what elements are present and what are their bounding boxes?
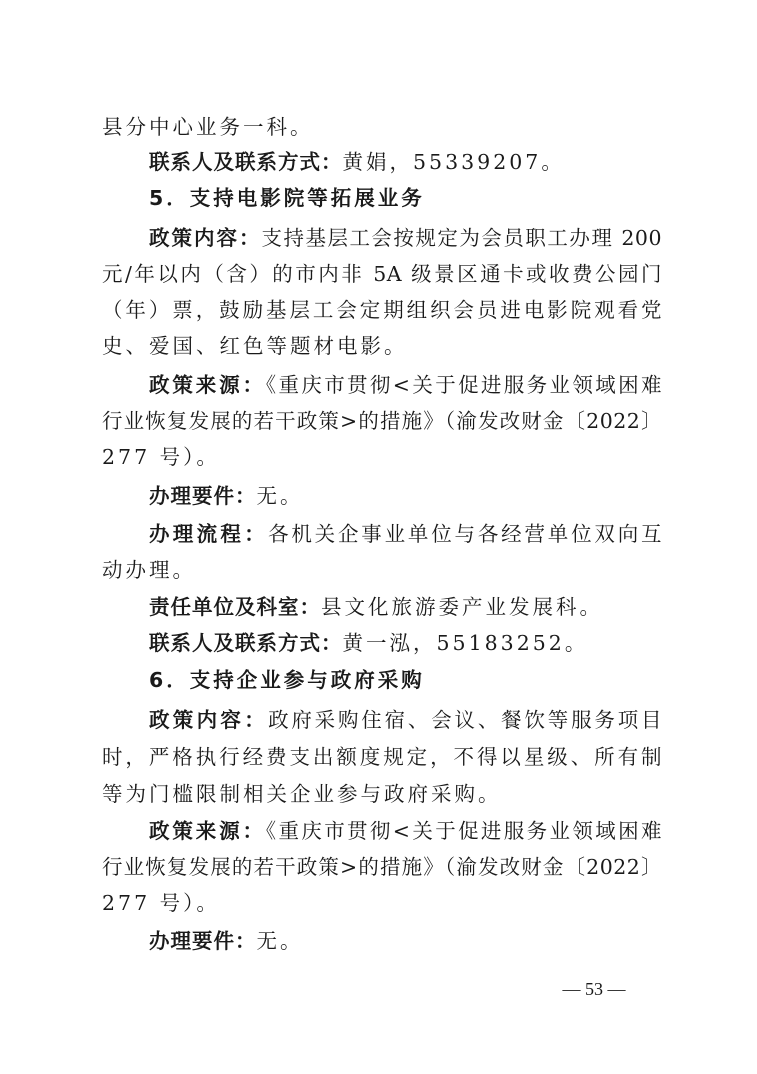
field-label: 办理要件： [149,929,257,953]
required-docs-line [149,481,662,511]
process-line [149,519,662,549]
field-value: 县文化旅游委产业发展科。 [321,595,603,619]
field-label: 责任单位及科室： [149,595,321,619]
text-line: 动办理。 [102,558,196,582]
field-label: 政策内容： [149,226,262,250]
text-line: 县分中心业务一科。 [102,115,314,139]
text-line: （年）票，鼓励基层工会定期组织会员进电影院观看党 [102,298,662,322]
field-label: 联系人及联系方式： [149,150,343,174]
policy-source-line [149,816,662,846]
required-docs-line [149,926,662,956]
field-value: 各机关企事业单位与各经营单位双向互 [268,522,662,546]
field-value: 黄娟，55339207。 [342,150,565,174]
field-value: 《重庆市贯彻<关于促进服务业领域困难 [265,373,662,397]
text-line: 史、爱国、红色等题材电影。 [102,334,408,358]
responsible-unit-line [149,592,662,622]
page-number: — 53 — [562,979,626,999]
contact-line [149,628,662,658]
field-label: 政策来源： [149,819,266,843]
field-value: 无。 [256,484,304,508]
text-line: 行业恢复发展的若干政策>的措施》（渝发改财金〔2022〕 [102,855,662,879]
contact-line [149,147,662,177]
field-value: 《重庆市贯彻<关于促进服务业领域困难 [265,819,662,843]
field-value: 支持基层工会按规定为会员职工办理 200 [261,226,662,250]
text-line: 行业恢复发展的若干政策>的措施》（渝发改财金〔2022〕 [102,409,662,433]
text-line: 时，严格执行经费支出额度规定，不得以星级、所有制 [102,745,662,769]
text-line: 277 号）。 [102,891,220,915]
policy-source-line [149,370,662,400]
text-line: 277 号）。 [102,445,220,469]
field-value: 黄一泓，55183252。 [342,631,589,655]
field-label: 办理流程： [149,522,269,546]
text-line: 元/年以内（含）的市内非 5A 级景区通卡或收费公园门 [102,262,662,286]
field-label: 政策来源： [149,373,266,397]
field-label: 政策内容： [149,708,269,732]
field-label: 办理要件： [149,484,257,508]
section-heading-6: 6．支持企业参与政府采购 [149,668,425,692]
field-label: 联系人及联系方式： [149,631,343,655]
policy-content-line [149,223,662,253]
text-line: 等为门槛限制相关企业参与政府采购。 [102,782,502,806]
field-value: 政府采购住宿、会议、餐饮等服务项目 [268,708,662,732]
policy-content-line [149,705,662,735]
field-value: 无。 [256,929,304,953]
section-heading-5: 5．支持电影院等拓展业务 [149,186,425,210]
